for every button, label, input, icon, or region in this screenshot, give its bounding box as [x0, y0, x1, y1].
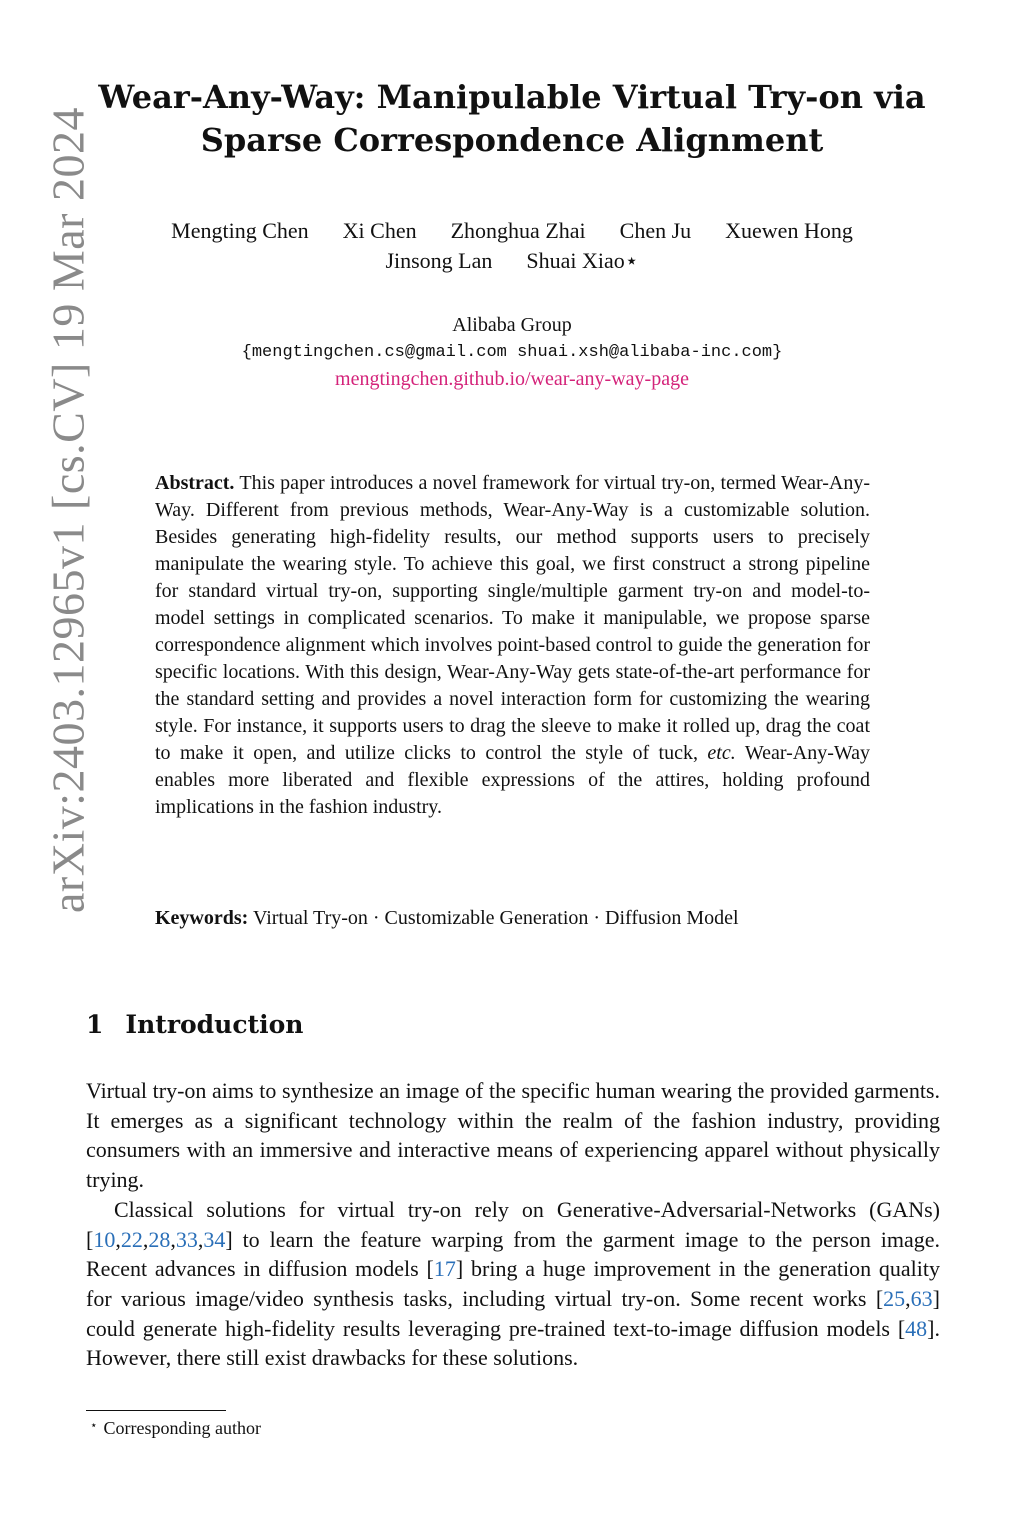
- title-line-2: Sparse Correspondence Alignment: [200, 121, 824, 159]
- author-name: Shuai Xiao⋆: [526, 248, 639, 273]
- abstract-tail: Wear-Any-Way enables more liberated and flexible expressions of the attires, holding profound implications in the fashion industry.: [155, 742, 871, 818]
- citation-link[interactable]: 28: [148, 1226, 171, 1252]
- intro-body: [86, 1076, 940, 1373]
- author-list: [90, 216, 934, 276]
- para2-text: ]. However, there still exist drawbacks for these solutions.: [86, 1315, 940, 1371]
- abstract: [155, 470, 870, 821]
- author-emails: {mengtingchen.cs@gmail.com shuai.xsh@alibaba-inc.com}: [241, 343, 783, 362]
- para2-text: ] bring a huge improvement in the generation quality for various image/video synthesis tasks, including virtual try-on. Some recent works [: [86, 1256, 940, 1311]
- arxiv-identifier-stamp: arXiv:2403.12965v1 [cs.CV] 19 Mar 2024: [42, 106, 94, 914]
- author-name: Jinsong Lan: [385, 248, 493, 273]
- para2-text: ] could generate high-fidelity results leveraging pre-trained text-to-image diffusion models [: [86, 1285, 940, 1341]
- author-name: Zhonghua Zhai: [450, 218, 586, 243]
- author-row-2: [90, 246, 934, 276]
- para2-text: ] to learn the feature warping from the garment image to the person image. Recent advances in diffusion models [: [86, 1226, 940, 1282]
- author-name: Xuewen Hong: [725, 218, 853, 243]
- footnote-text: Corresponding author: [103, 1418, 261, 1438]
- section-title: Introduction: [125, 1010, 304, 1039]
- paper-title: [90, 76, 934, 162]
- abstract-etc: etc.: [707, 742, 736, 764]
- section-heading: [86, 1010, 303, 1039]
- footnote-rule: [86, 1410, 226, 1411]
- keywords: [155, 905, 870, 932]
- citation-link[interactable]: 22: [120, 1226, 143, 1252]
- paragraph-1: Virtual try-on aims to synthesize an image of the specific human wearing the provided garments. It emerges as a significant technology within the realm of the fashion industry, providing consumers with an immersive and interactive means of experiencing apparel without physically trying.: [86, 1078, 940, 1193]
- affiliation: Alibaba Group: [452, 314, 572, 336]
- paragraph-2: Classical solutions for virtual try-on rely on Generative-Adversarial-Networks (GANs) [10,22,28,33,34] to learn the feature warping from the garment image to the person image. Recent advances in diffusion models [17] bring a huge improvement in the generation quality for various image/video synthesis tasks, including virtual try-on. Some recent works [25,63] could generate high-fidelity results leveraging pre-trained text-to-image diffusion models [48]. However, there still exist drawbacks for these solutions.: [86, 1196, 940, 1371]
- author-row-1: [90, 216, 934, 246]
- citation-link[interactable]: 63: [910, 1285, 933, 1311]
- citation-link[interactable]: 25: [883, 1285, 906, 1311]
- affiliation-block: [90, 312, 934, 393]
- abstract-label: Abstract.: [155, 472, 235, 494]
- title-line-1: Wear-Any-Way: Manipulable Virtual Try-on via: [98, 78, 926, 116]
- footnote-star: ⋆: [90, 1418, 98, 1432]
- citation-link[interactable]: 48: [905, 1315, 928, 1341]
- project-page-link[interactable]: mengtingchen.github.io/wear-any-way-page: [335, 368, 689, 390]
- keywords-label: Keywords:: [155, 907, 249, 929]
- author-name: Xi Chen: [342, 218, 417, 243]
- section-number: 1: [86, 1010, 104, 1039]
- author-name: Mengting Chen: [171, 218, 309, 243]
- citation-link[interactable]: 33: [175, 1226, 198, 1252]
- author-name: Chen Ju: [619, 218, 692, 243]
- abstract-text: This paper introduces a novel framework for virtual try-on, termed Wear-Any-Way. Different from previous methods, Wear-Any-Way is a customizable solution. Besides generating high-fidelity results, our method supports users to precisely manipulate the wearing style. To achieve this goal, we first construct a strong pipeline for standard virtual try-on, supporting single/multiple garment try-on and model-to-model settings in complicated scenarios. To make it manipulable, we propose sparse correspondence alignment which involves point-based control to guide the generation for specific locations. With this design, Wear-Any-Way gets state-of-the-art performance for the standard setting and provides a novel interaction form for customizing the wearing style. For instance, it supports users to drag the sleeve to make it rolled up, drag the coat to make it open, and utilize clicks to control the style of tuck,: [155, 472, 871, 764]
- citation-link[interactable]: 34: [203, 1226, 226, 1252]
- para2-text: Classical solutions for virtual try-on rely on Generative-Adversarial-Networks (GANs) [: [86, 1196, 940, 1252]
- citation-link[interactable]: 17: [433, 1256, 456, 1282]
- footnote: [90, 1418, 261, 1439]
- keywords-text: Virtual Try-on · Customizable Generation · Diffusion Model: [252, 907, 739, 929]
- citation-link[interactable]: 10: [93, 1226, 116, 1252]
